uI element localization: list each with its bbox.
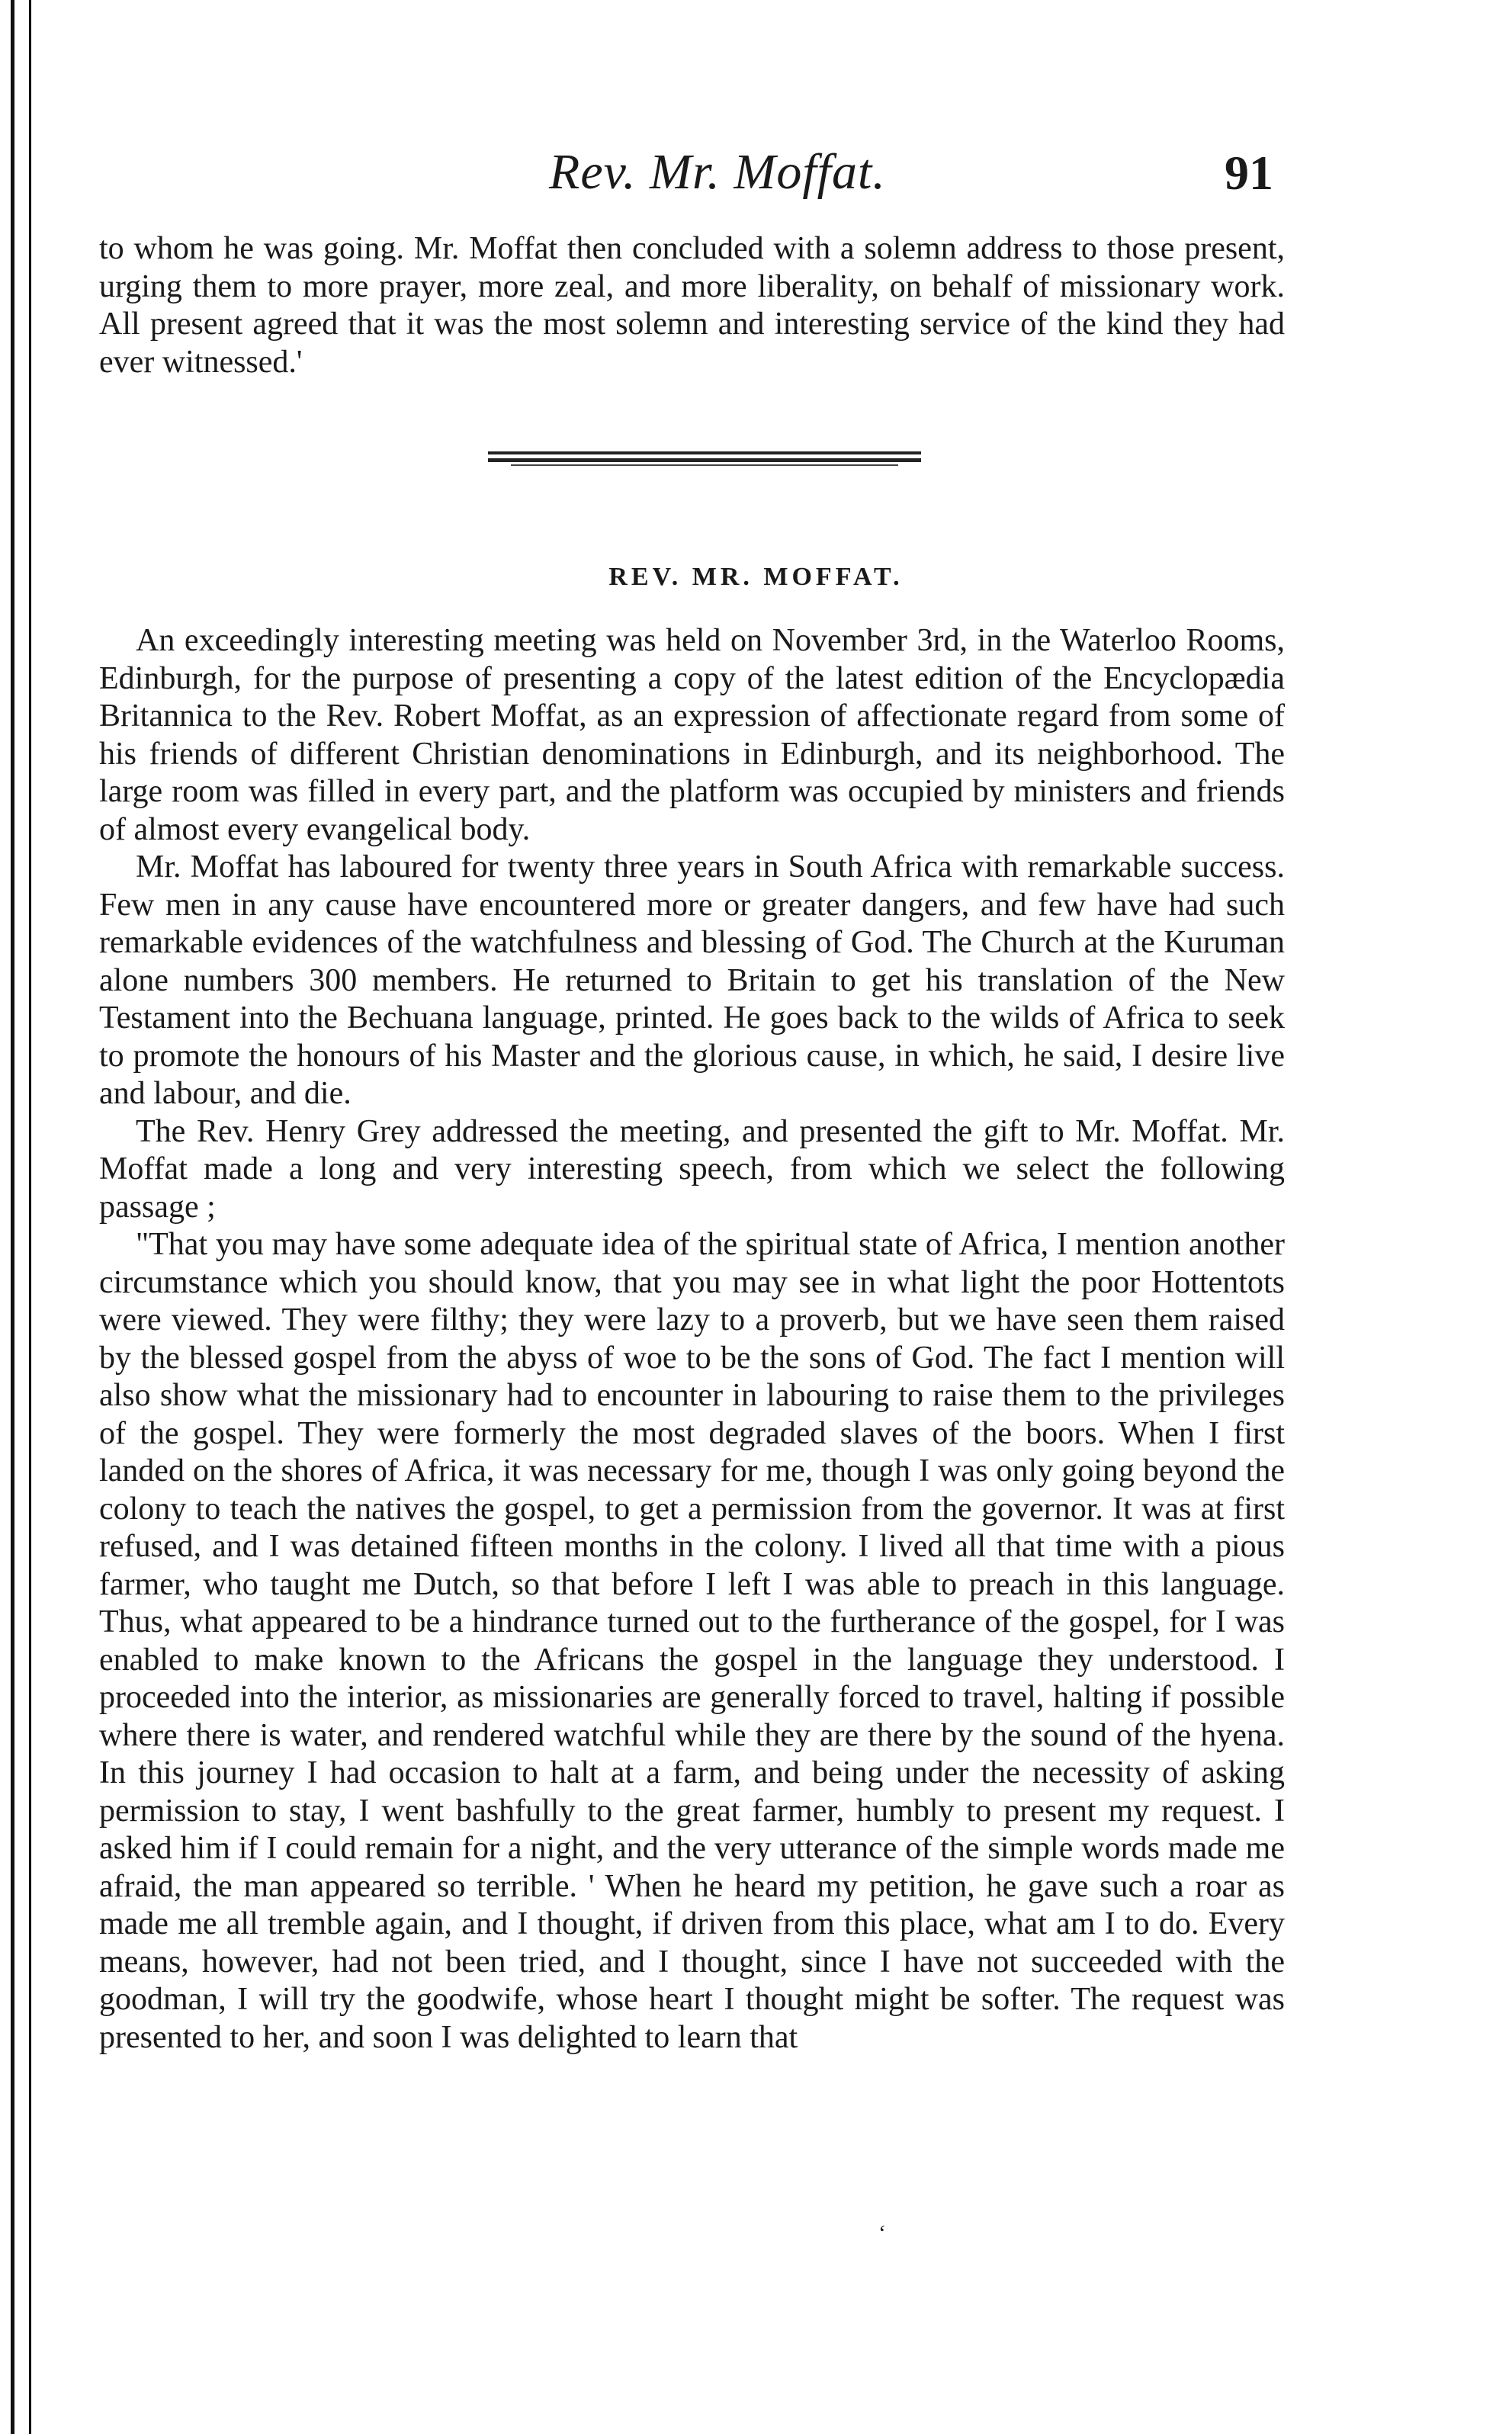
article-body — [99, 622, 1285, 2057]
article-paragraph: "That you may have some adequate idea of the spiritual state of Africa, I mention another circumstance which you should know, that you may see in what light the poor Hottentots were viewed. They were filthy; they were lazy to a proverb, but we have seen them raised by the blessed gospel from the abyss of woe to be the sons of God. The fact I mention will also show what the missionary had to encounter in labouring to raise them to the privileges of the gospel. They were formerly the most degraded slaves of the boors. When I first landed on the shores of Africa, it was necessary for me, though I was only going beyond the colony to teach the natives the gospel, to get a permission from the governor. It was at first refused, and I was detained fifteen months in the colony. I lived all that time with a pious farmer, who taught me Dutch, so that before I left I was able to preach in this language. Thus, what appeared to be a hindrance turned out to the furtherance of the gospel, for I was enabled to make known to the Africans the gospel in the language they understood. I proceeded into the interior, as missionaries are generally forced to travel, halting if possible where there is water, and rendered watchful while they are there by the sound of the hyena. In this journey I had occasion to halt at a farm, and being under the necessity of asking permission to stay, I went bashfully to the great farmer, humbly to present my request. I asked him if I could remain for a night, and the very utterance of the simple words made me afraid, the man appeared so terrible. ' When he heard my petition, he gave such a roar as made me all tremble again, and I thought, if driven from this place, what am I to do. Every means, however, had not been tried, and I thought, since I have not succeeded with the goodman, I will try the goodwife, whose heart I thought might be softer. The request was presented to her, and soon I was delighted to learn that — [99, 1227, 1285, 2055]
continuation-block — [99, 230, 1285, 381]
page-edge-rule — [11, 0, 14, 2434]
continuation-paragraph: to whom he was going. Mr. Moffat then concluded with a solemn address to those present, urging them to more prayer, more zeal, and more liberality, on behalf of missionary work. All present agreed that it was the most solemn and interesting service of the kind they had ever witnessed.' — [99, 231, 1285, 380]
article-paragraph: The Rev. Henry Grey addressed the meeting, and presented the gift to Mr. Moffat. Mr. Moffat made a long and very interesting speech, from which we select the following passage ; — [99, 1113, 1285, 1225]
page-edge-rule — [29, 0, 31, 2434]
article-heading: REV. MR. MOFFAT. — [608, 563, 904, 591]
page-number: 91 — [1225, 146, 1273, 200]
article-paragraph: An exceedingly interesting meeting was held on November 3rd, in the Waterloo Rooms, Edinburgh, for the purpose of presenting a copy of the latest edition of the Encyclopædia Britannica to the Rev. Robert Moffat, as an expression of affectionate regard from some of his friends of different Christian denominations in Edinburgh, and its neighborhood. The large room was filled in every part, and the platform was occupied by ministers and friends of almost every evangelical body. — [99, 623, 1285, 847]
section-divider — [488, 451, 921, 467]
article-paragraph: Mr. Moffat has laboured for twenty three years in South Africa with remarkable success. Few men in any cause have encountered more or greater dangers, and few have had such remarkable evidences of the watchfulness and blessing of God. The Church at the Kuruman alone numbers 300 members. He returned to Britain to get his translation of the New Testament into the Bechuana language, printed. He goes back to the wilds of Africa to seek to promote the honours of his Master and the glorious cause, in which, he said, I desire live and labour, and die. — [99, 849, 1285, 1111]
running-head: Rev. Mr. Moffat. — [549, 144, 886, 200]
footer-mark: ʻ — [878, 2220, 886, 2246]
